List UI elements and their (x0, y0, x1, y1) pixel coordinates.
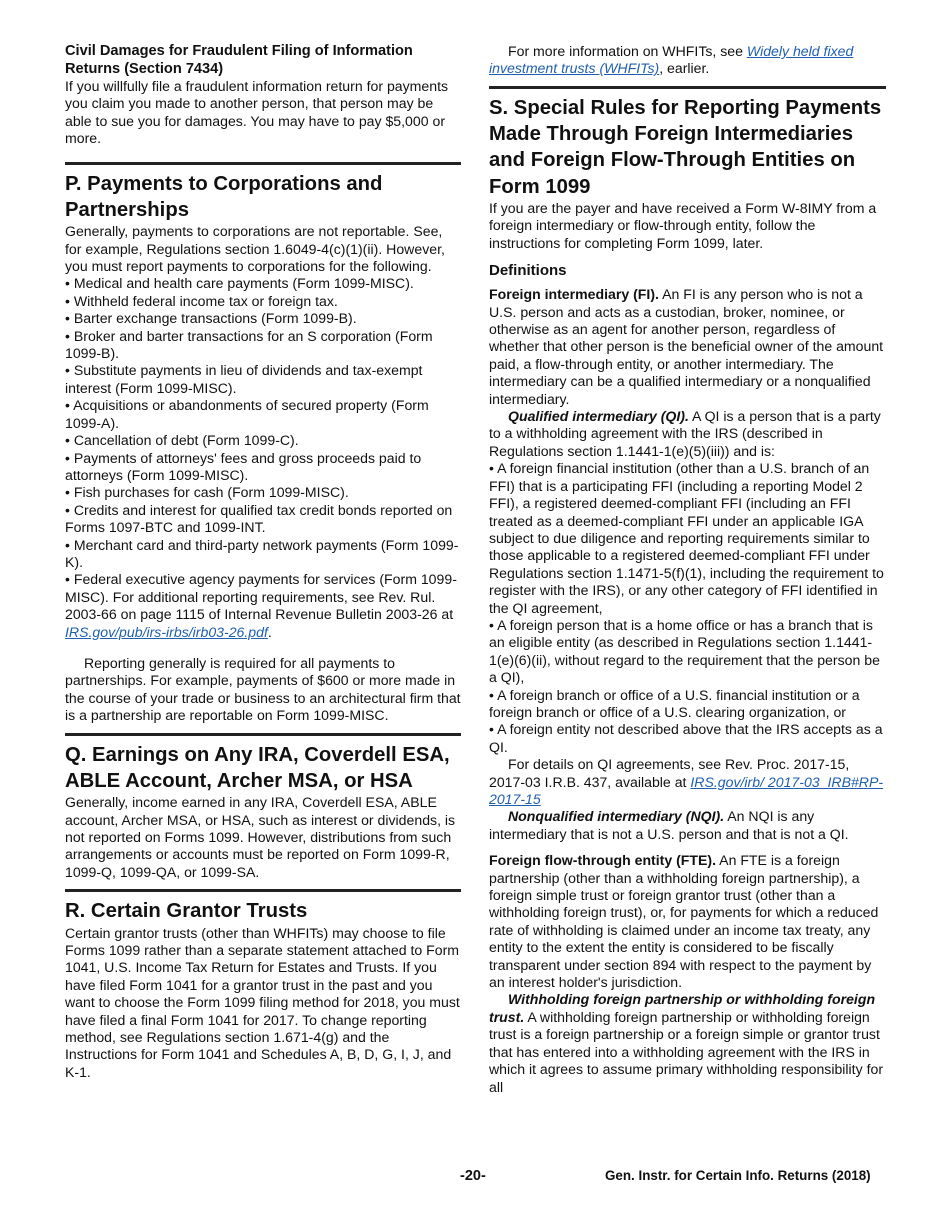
qi-text: A QI is a person that is a party to a withholding agreement with the IRS (described in Regulations section 1.1441-1(e)(5)(iii)) and is: (489, 408, 881, 459)
section-q-text: Generally, income earned in any IRA, Coverdell ESA, ABLE account, Archer MSA, or HSA, such as interest or dividends, is not reported on Forms 1099. However, distributions from such arrangements or accounts must be reported on Form 1099-R, 1099-Q, 1099-QA, or 1099-SA. (65, 794, 456, 880)
nqi-definition (489, 808, 886, 843)
section-divider (65, 162, 461, 165)
section-s-intro: If you are the payer and have received a Form W-8IMY from a foreign intermediary or flow-through entity, follow the instructions for completing Form 1099, later. (489, 200, 877, 251)
section-q-heading: Q. Earnings on Any IRA, Coverdell ESA, ABLE Account, Archer MSA, or HSA (65, 743, 450, 792)
section-p-intro: Generally, payments to corporations are not reportable. See, for example, Regulations section 1.6049-4(c)(1)(ii). However, you must report payments to corporations for the following. (65, 223, 445, 275)
qi-label: Qualified intermediary (QI). (508, 408, 689, 425)
fte-label: Foreign flow-through entity (FTE). (489, 852, 717, 869)
wfp-definition (489, 991, 886, 1095)
whfit-link[interactable]: Widely held fixed investment trusts (WHFITs) (489, 43, 854, 77)
qi-definition (489, 408, 886, 460)
left-column (65, 40, 461, 1081)
qi-bullet-list (489, 460, 886, 756)
page-number: -20- (460, 1168, 486, 1184)
list-item: • Barter exchange transactions (Form 1099-B). (65, 310, 357, 327)
list-item: • Payments of attorneys' fees and gross proceeds paid to attorneys (Form 1099-MISC). (65, 449, 422, 483)
list-item: • Substitute payments in lieu of dividends and tax-exempt interest (Form 1099-MISC). (65, 362, 423, 396)
section-p-bullet-list (65, 275, 461, 641)
nqi-label: Nonqualified intermediary (NQI). (508, 808, 725, 825)
section-r-text: Certain grantor trusts (other than WHFITs) may choose to file Forms 1099 rather than a separate statement attached to Form 1041, U.S. Income Tax Return for Estates and Trusts. If you have filed Form 1041 for a grantor trust in the past and you want to choose the Form 1099 filing method for 2018, you must have filed a final Form 1041 for 2017. To change reporting method, see Regulations section 1.671-4(g) and the Instructions for Form 1041 and Schedules A, B, D, G, I, J, and K-1. (65, 924, 460, 1080)
list-item: • Fish purchases for cash (Form 1099-MISC). (65, 484, 349, 501)
list-item: • Withheld federal income tax or foreign tax. (65, 292, 338, 309)
list-item: • Acquisitions or abandonments of secured property (Form 1099-A). (65, 397, 429, 431)
civil-damages-heading: Civil Damages for Fraudulent Filing of Information Returns (Section 7434) (65, 43, 413, 77)
fi-label: Foreign intermediary (FI). (489, 286, 659, 303)
list-item: • A foreign branch or office of a U.S. financial institution or a foreign branch or office of a U.S. clearing organization, or (489, 686, 860, 720)
wfp-label: Withholding foreign partnership or withholding foreign trust. (489, 991, 876, 1025)
fi-definition (489, 286, 886, 408)
list-item: • Cancellation of debt (Form 1099-C). (65, 432, 299, 449)
whfit-post: , earlier. (659, 60, 710, 77)
fte-text: An FTE is a foreign partnership (other than a withholding foreign partnership), a foreign simple trust or foreign grantor trust (other than a withholding foreign trust), or, for payments for which a reduced rate of withholding is claimed under an income tax treaty, any entity to the extent the entity is considered to be fiscally transparent under section 894 with respect to the payment by an interest holder's jurisdiction. (489, 852, 879, 991)
list-item: • Credits and interest for qualified tax credit bonds reported on Forms 1097-BTC and 1099-INT. (65, 501, 453, 536)
qi-details-text: For details on QI agreements, see Rev. Proc. 2017-15, 2017-03 I.R.B. 437, available at (489, 756, 850, 790)
nqi-text: An NQI is any intermediary that is not a U.S. person and that is not a QI. (489, 808, 849, 842)
last-bullet-text: • Federal executive agency payments for services (Form 1099-MISC). For additional reporting requirements, see Rev. Rul. 2003-66 on page 1115 of Internal Revenue Bulletin 2003-26 at (65, 571, 457, 623)
section-divider (65, 889, 461, 892)
list-item: • A foreign entity not described above that the IRS accepts as a QI. (489, 721, 883, 755)
section-divider (489, 86, 886, 89)
list-item: • A foreign person that is a home office or has a branch that is an eligible entity (as described in Regulations section 1.1441-1(e)(6)(ii), without regard to the requirement that the person be a QI), (489, 616, 880, 686)
list-item: • Broker and barter transactions for an S corporation (Form 1099-B). (65, 327, 433, 362)
footer-title: Gen. Instr. for Certain Info. Returns (2018) (605, 1168, 871, 1183)
right-column (489, 40, 886, 1096)
definitions-heading: Definitions (489, 262, 567, 280)
section-r-heading: R. Certain Grantor Trusts (65, 900, 308, 923)
section-s-heading: S. Special Rules for Reporting Payments Made Through Foreign Intermediaries and Foreign Flow-Through Entities on Form 1099 (489, 96, 882, 198)
section-p-paragraph: Reporting generally is required for all payments to partnerships. For example, payments of $600 or more made in the course of your trade or business to an architectural firm that is a partnership are reportable on Form 1099-MISC. (65, 654, 461, 724)
list-item: • A foreign financial institution (other than a U.S. branch of an FFI) that is a participating FFI (including a reporting Model 2 FFI), a registered deemed-compliant FFI (including an FFI treated as a deemed-compliant FFI under an applicable IGA subject to due diligence and reporting requirements similar to those applicable to a registered deemed-compliant FFI under Regulations section 1.1471-5(f)(1), including the requirement to register with the IRS), or any other category of FFI identified in the QI agreement, (489, 460, 884, 616)
list-item (65, 571, 461, 641)
fte-definition (489, 852, 886, 991)
irb03-26-link[interactable]: IRS.gov/pub/irs-irbs/irb03-26.pdf (65, 623, 268, 640)
list-item: • Medical and health care payments (Form 1099-MISC). (65, 275, 414, 292)
section-p-heading: P. Payments to Corporations and Partnerships (65, 172, 383, 221)
whfit-text: For more information on WHFITs, see (508, 43, 743, 59)
whfit-note (489, 43, 886, 78)
fi-text: An FI is any person who is not a U.S. person and acts as a custodian, broker, nominee, or otherwise as an agent for another person, regardless of whether that other person is the beneficial owner of the amount paid, a flow-through entity, or another intermediary. The intermediary can be a qualified intermediary or a nonqualified intermediary. (489, 286, 884, 407)
wfp-text: A withholding foreign partnership or withholding foreign trust is a foreign partnership or a foreign simple or grantor trust that has entered into a withholding agreement with the IRS in which it agrees to assume primary withholding responsibility for all (489, 1008, 884, 1095)
qi-details (489, 756, 886, 808)
civil-damages-text: If you willfully file a fraudulent information return for payments you claim you made to another person, that person may be able to sue you for damages. You may have to pay $5,000 or more. (65, 78, 449, 147)
period: . (267, 623, 272, 640)
rp-2017-15-link[interactable]: IRS.gov/irb/ 2017-03_IRB#RP-2017-15 (489, 773, 884, 807)
section-divider (65, 733, 461, 736)
list-item: • Merchant card and third-party network payments (Form 1099-K). (65, 536, 459, 570)
